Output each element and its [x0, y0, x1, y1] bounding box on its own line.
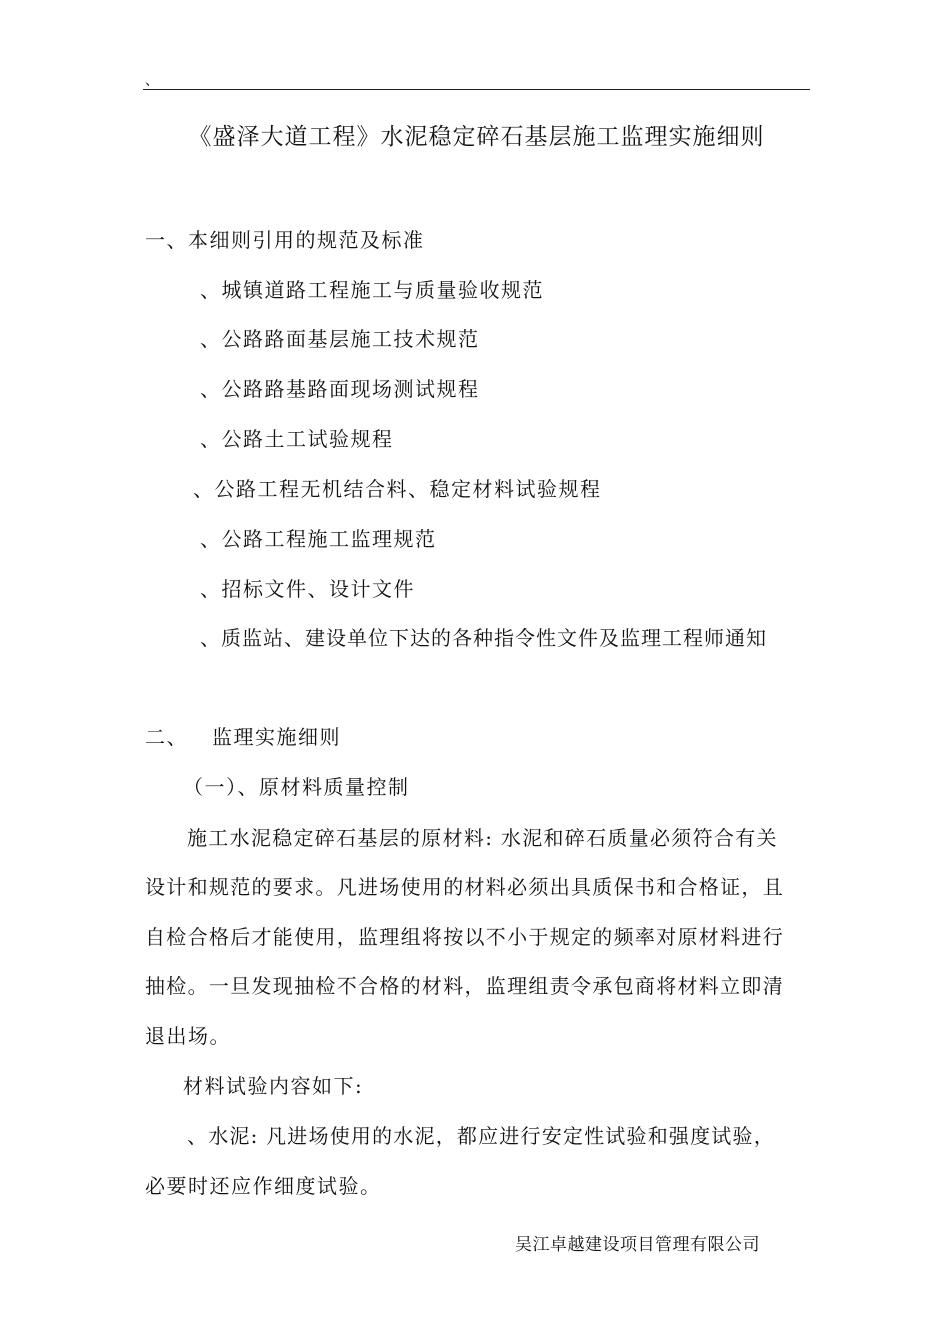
paragraph-line: 自检合格后才能使用，监理组将按以不小于规定的频率对原材料进行 — [145, 925, 784, 949]
header-rule — [143, 89, 810, 90]
reference-item: 、公路工程施工监理规范 — [200, 527, 437, 551]
reference-item: 、质监站、建设单位下达的各种指令性文件及监理工程师通知 — [200, 626, 767, 650]
reference-item: 、公路路基路面现场测试规程 — [200, 377, 480, 401]
document-title: 《盛泽大道工程》水泥稳定碎石基层施工监理实施细则 — [188, 124, 765, 150]
paragraph-line: 设计和规范的要求。凡进场使用的材料必须出具质保书和合格证，且 — [145, 875, 784, 899]
reference-item: 、公路工程无机结合料、稳定材料试验规程 — [193, 477, 602, 501]
reference-item: 、城镇道路工程施工与质量验收规范 — [200, 278, 544, 302]
reference-item: 、招标文件、设计文件 — [200, 577, 415, 601]
section2-heading-number: 二、 — [145, 725, 188, 749]
footer-company: 吴江卓越建设项目管理有限公司 — [515, 1235, 760, 1255]
reference-item: 、公路路面基层施工技术规范 — [200, 327, 480, 351]
reference-item: 、公路土工试验规程 — [200, 427, 394, 451]
section1-heading: 一、本细则引用的规范及标准 — [145, 228, 425, 252]
materials-intro: 材料试验内容如下: — [183, 1074, 364, 1098]
paragraph-line: 施工水泥稳定碎石基层的原材料: 水泥和碎石质量必须符合有关 — [187, 826, 778, 850]
cement-line: 必要时还应作细度试验。 — [145, 1174, 382, 1198]
paragraph-line: 退出场。 — [145, 1024, 231, 1048]
cement-line: 、水泥: 凡进场使用的水泥，都应进行安定性试验和强度试验， — [187, 1124, 775, 1148]
paragraph-line: 抽检。一旦发现抽检不合格的材料，监理组责令承包商将材料立即清 — [145, 974, 784, 998]
section2-heading-text: 监理实施细则 — [212, 725, 341, 749]
subsection-heading: （一）、原材料质量控制 — [183, 775, 410, 799]
header-mark: 、 — [145, 73, 159, 89]
